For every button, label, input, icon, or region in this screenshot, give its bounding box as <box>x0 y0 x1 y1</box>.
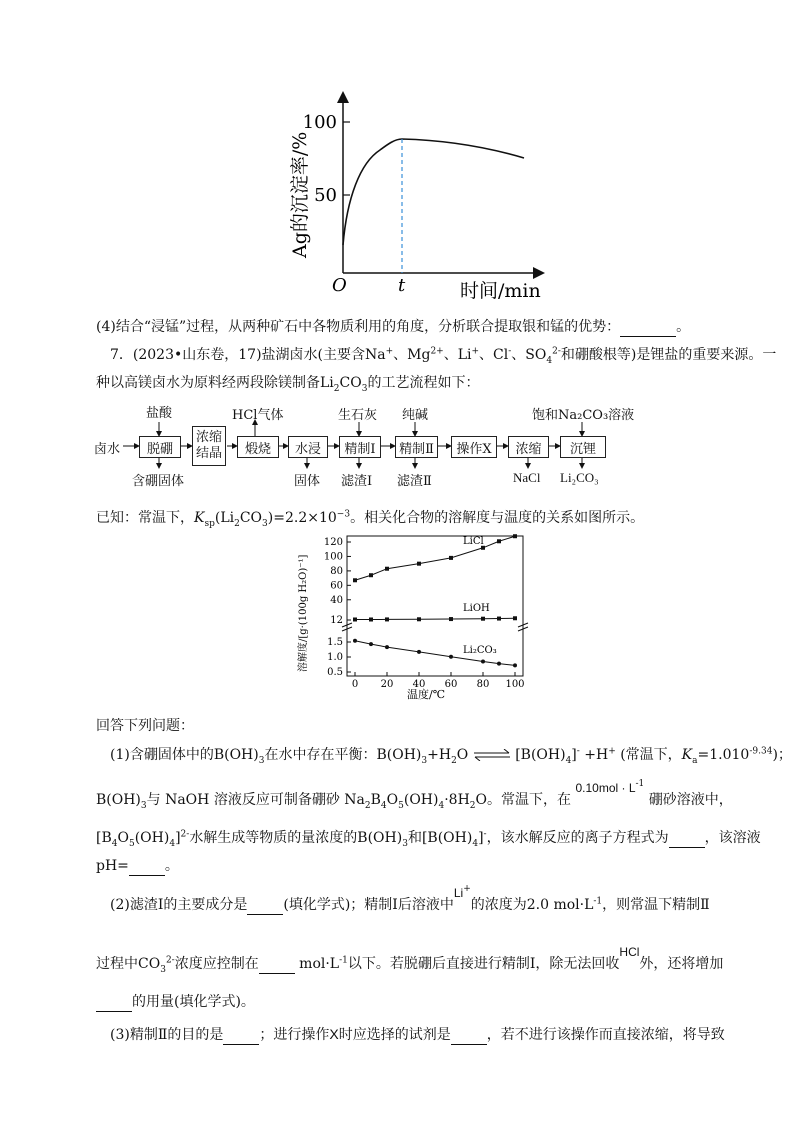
flow-output-residue-1: 滤渣Ⅰ <box>341 474 373 489</box>
q1-line3: $[B_4O_5(OH)_4]^{2-}$水解生成等物质的量浓度的$B(OH)_3$和$[B(OH)_4]^-$，该水解反应的离子方程式为 ，该溶液 <box>96 829 761 849</box>
equilibrium-arrow-icon <box>473 749 511 761</box>
flow-box-concentrate-crystallize: 浓缩结晶 <box>192 426 226 466</box>
data-point <box>481 617 485 621</box>
answer-intro: 回答下列问题： <box>96 718 194 734</box>
answer-blank[interactable] <box>129 861 165 876</box>
answer-blank[interactable] <box>223 1030 259 1045</box>
flow-input-soda-ash: 纯碱 <box>402 408 429 423</box>
x-tick-label: 0 <box>351 679 359 690</box>
data-point <box>497 662 501 666</box>
answer-blank[interactable] <box>247 900 283 915</box>
x-axis-label: 时间/min <box>460 280 541 300</box>
solubility-y-label: 溶解度/[g·(100g H₂O)⁻¹] <box>298 554 309 672</box>
q2-line1: (2)滤渣Ⅰ的主要成分是 (填化学式)；精制Ⅰ后溶液中Li+的浓度为2.0 $mol\cdot L^{-1}$，则常温下精制Ⅱ <box>110 884 710 913</box>
data-point <box>353 639 357 643</box>
flow-output-li2co3: Li₂CO₃ <box>560 470 599 485</box>
data-point <box>449 617 453 621</box>
series-line <box>355 618 515 619</box>
flow-box-concentrate: 浓缩 <box>508 436 549 458</box>
y-tick-label: 100 <box>323 551 343 563</box>
flow-input-na2co3: 饱和Na₂CO₃溶液 <box>532 408 635 423</box>
process-flow-diagram <box>90 400 650 500</box>
data-point <box>353 617 357 621</box>
data-point <box>513 534 517 538</box>
flow-output-hcl-gas: HCl气体 <box>232 408 284 423</box>
q7-line2: 种以高镁卤水为原料经两段除镁制备$Li_2CO_3$的工艺流程如下： <box>96 375 480 394</box>
flow-box-refine-1: 精制Ⅰ <box>339 436 381 458</box>
ag-precipitation-chart <box>280 88 560 300</box>
answer-blank[interactable] <box>620 322 676 337</box>
q7-line1: 7．(2023•山东卷，17)盐湖卤水(主要含Na+、$Mg^{2+}$、Li+、Cl-、$SO_4^{2-}$和硼酸根等)是锂盐的重要来源。一 <box>110 346 777 366</box>
series-label: LiOH <box>463 603 490 614</box>
q1-line4: pH= 。 <box>96 858 179 874</box>
flow-output-nacl: NaCl <box>513 470 541 485</box>
q1-line1: (1)含硼固体中的$B(OH)_3$在水中存在平衡：$B(OH)_3+H_2O$ $[B(OH)_4]^- +H^+$ (常温下，$K_a=1.010^{-9.34}$)； <box>110 746 792 766</box>
flow-box-water-leach: 水浸 <box>288 436 328 458</box>
x-tick-label: 80 <box>476 679 490 690</box>
y-tick-label: 1.0 <box>327 652 343 663</box>
q1-line2: $B(OH)_3$与 NaOH 溶液反应可制备硼砂 $Na_2B_4O_5(OH)_4\cdot 8H_2O$。常温下，在 $0.10mol \cdot L^{-1}$ 硼砂溶液中， <box>96 779 733 811</box>
y-tick-label: 80 <box>330 565 343 577</box>
q2-line3: 的用量(填化学式)。 <box>96 992 726 1012</box>
y-tick-label: 0.5 <box>327 667 343 678</box>
data-point <box>353 578 357 582</box>
x-tick-label: 20 <box>380 679 394 690</box>
data-point <box>417 617 421 621</box>
flow-box-refine-2: 精制Ⅱ <box>395 436 438 458</box>
data-point <box>369 617 373 621</box>
solubility-chart <box>295 532 535 700</box>
series-line <box>355 536 515 580</box>
flow-input-hcl: 盐酸 <box>146 406 173 421</box>
flow-box-calcination: 煅烧 <box>237 436 279 458</box>
q2-line2: 过程中$CO_3^{2-}$浓度应控制在 $mol\cdot L^{-1}$以下。若脱硼后直接进行精制Ⅰ，除无法回收HCl外，还将增加 <box>96 945 724 975</box>
y-tick-label: 120 <box>323 537 343 548</box>
flow-output-boron-solid: 含硼固体 <box>132 474 185 489</box>
y-tick-label: 12 <box>330 615 343 626</box>
data-point <box>497 617 501 621</box>
x-tick-label: 40 <box>412 679 426 690</box>
x-tick-label: 60 <box>444 679 458 690</box>
flow-box-operation-x: 操作X <box>451 436 497 458</box>
data-point <box>385 645 389 649</box>
data-point <box>513 616 517 620</box>
data-point <box>497 539 501 543</box>
data-point <box>385 567 389 571</box>
t-label: t <box>398 275 406 296</box>
answer-blank[interactable] <box>451 1030 487 1045</box>
flow-input-quicklime: 生石灰 <box>338 408 378 423</box>
data-point <box>481 660 485 664</box>
data-point <box>417 650 421 654</box>
y-tick-label: 60 <box>330 580 343 592</box>
data-point <box>369 642 373 646</box>
y-tick-label: 40 <box>330 594 343 606</box>
answer-blank[interactable] <box>96 997 132 1012</box>
known-ksp: 已知：常温下，$K_{sp}(Li_2CO_3)=2.2\times 10^{-3}$。相关化合物的溶解度与温度的关系如图所示。 <box>96 509 645 529</box>
q3-line1: (3)精制Ⅱ的目的是 ；进行操作X时应选择的试剂是 ，若不进行该操作而直接浓缩，将导致 <box>110 1026 725 1043</box>
flow-start-label: 卤水 <box>94 442 121 457</box>
data-point <box>449 655 453 659</box>
question-4: (4)结合“浸锰”过程，从两种矿石中各物质利用的角度，分析联合提取银和锰的优势： 。 <box>96 319 691 335</box>
data-point <box>369 573 373 577</box>
ag-curve <box>343 139 524 245</box>
flow-output-solid: 固体 <box>294 474 321 489</box>
flow-box-deboronation: 脱硼 <box>139 436 181 458</box>
series-label: Li₂CO₃ <box>463 645 497 656</box>
y-axis-label: Ag的沉淀率/% <box>289 131 311 258</box>
data-point <box>513 663 517 667</box>
answer-blank[interactable] <box>259 959 295 974</box>
ytick-label-50: 50 <box>314 185 337 206</box>
flow-output-residue-2: 滤渣Ⅱ <box>397 474 432 489</box>
data-point <box>385 617 389 621</box>
data-point <box>417 562 421 566</box>
origin-label: O <box>332 275 347 296</box>
solubility-x-label: 温度/℃ <box>407 688 446 700</box>
answer-blank[interactable] <box>669 833 705 848</box>
flow-box-precipitate-lithium: 沉锂 <box>560 436 606 458</box>
y-tick-label: 1.5 <box>327 637 343 648</box>
x-tick-label: 100 <box>505 679 525 690</box>
series-label: LiCl <box>463 536 484 547</box>
ytick-label-100: 100 <box>302 112 337 133</box>
data-point <box>449 556 453 560</box>
